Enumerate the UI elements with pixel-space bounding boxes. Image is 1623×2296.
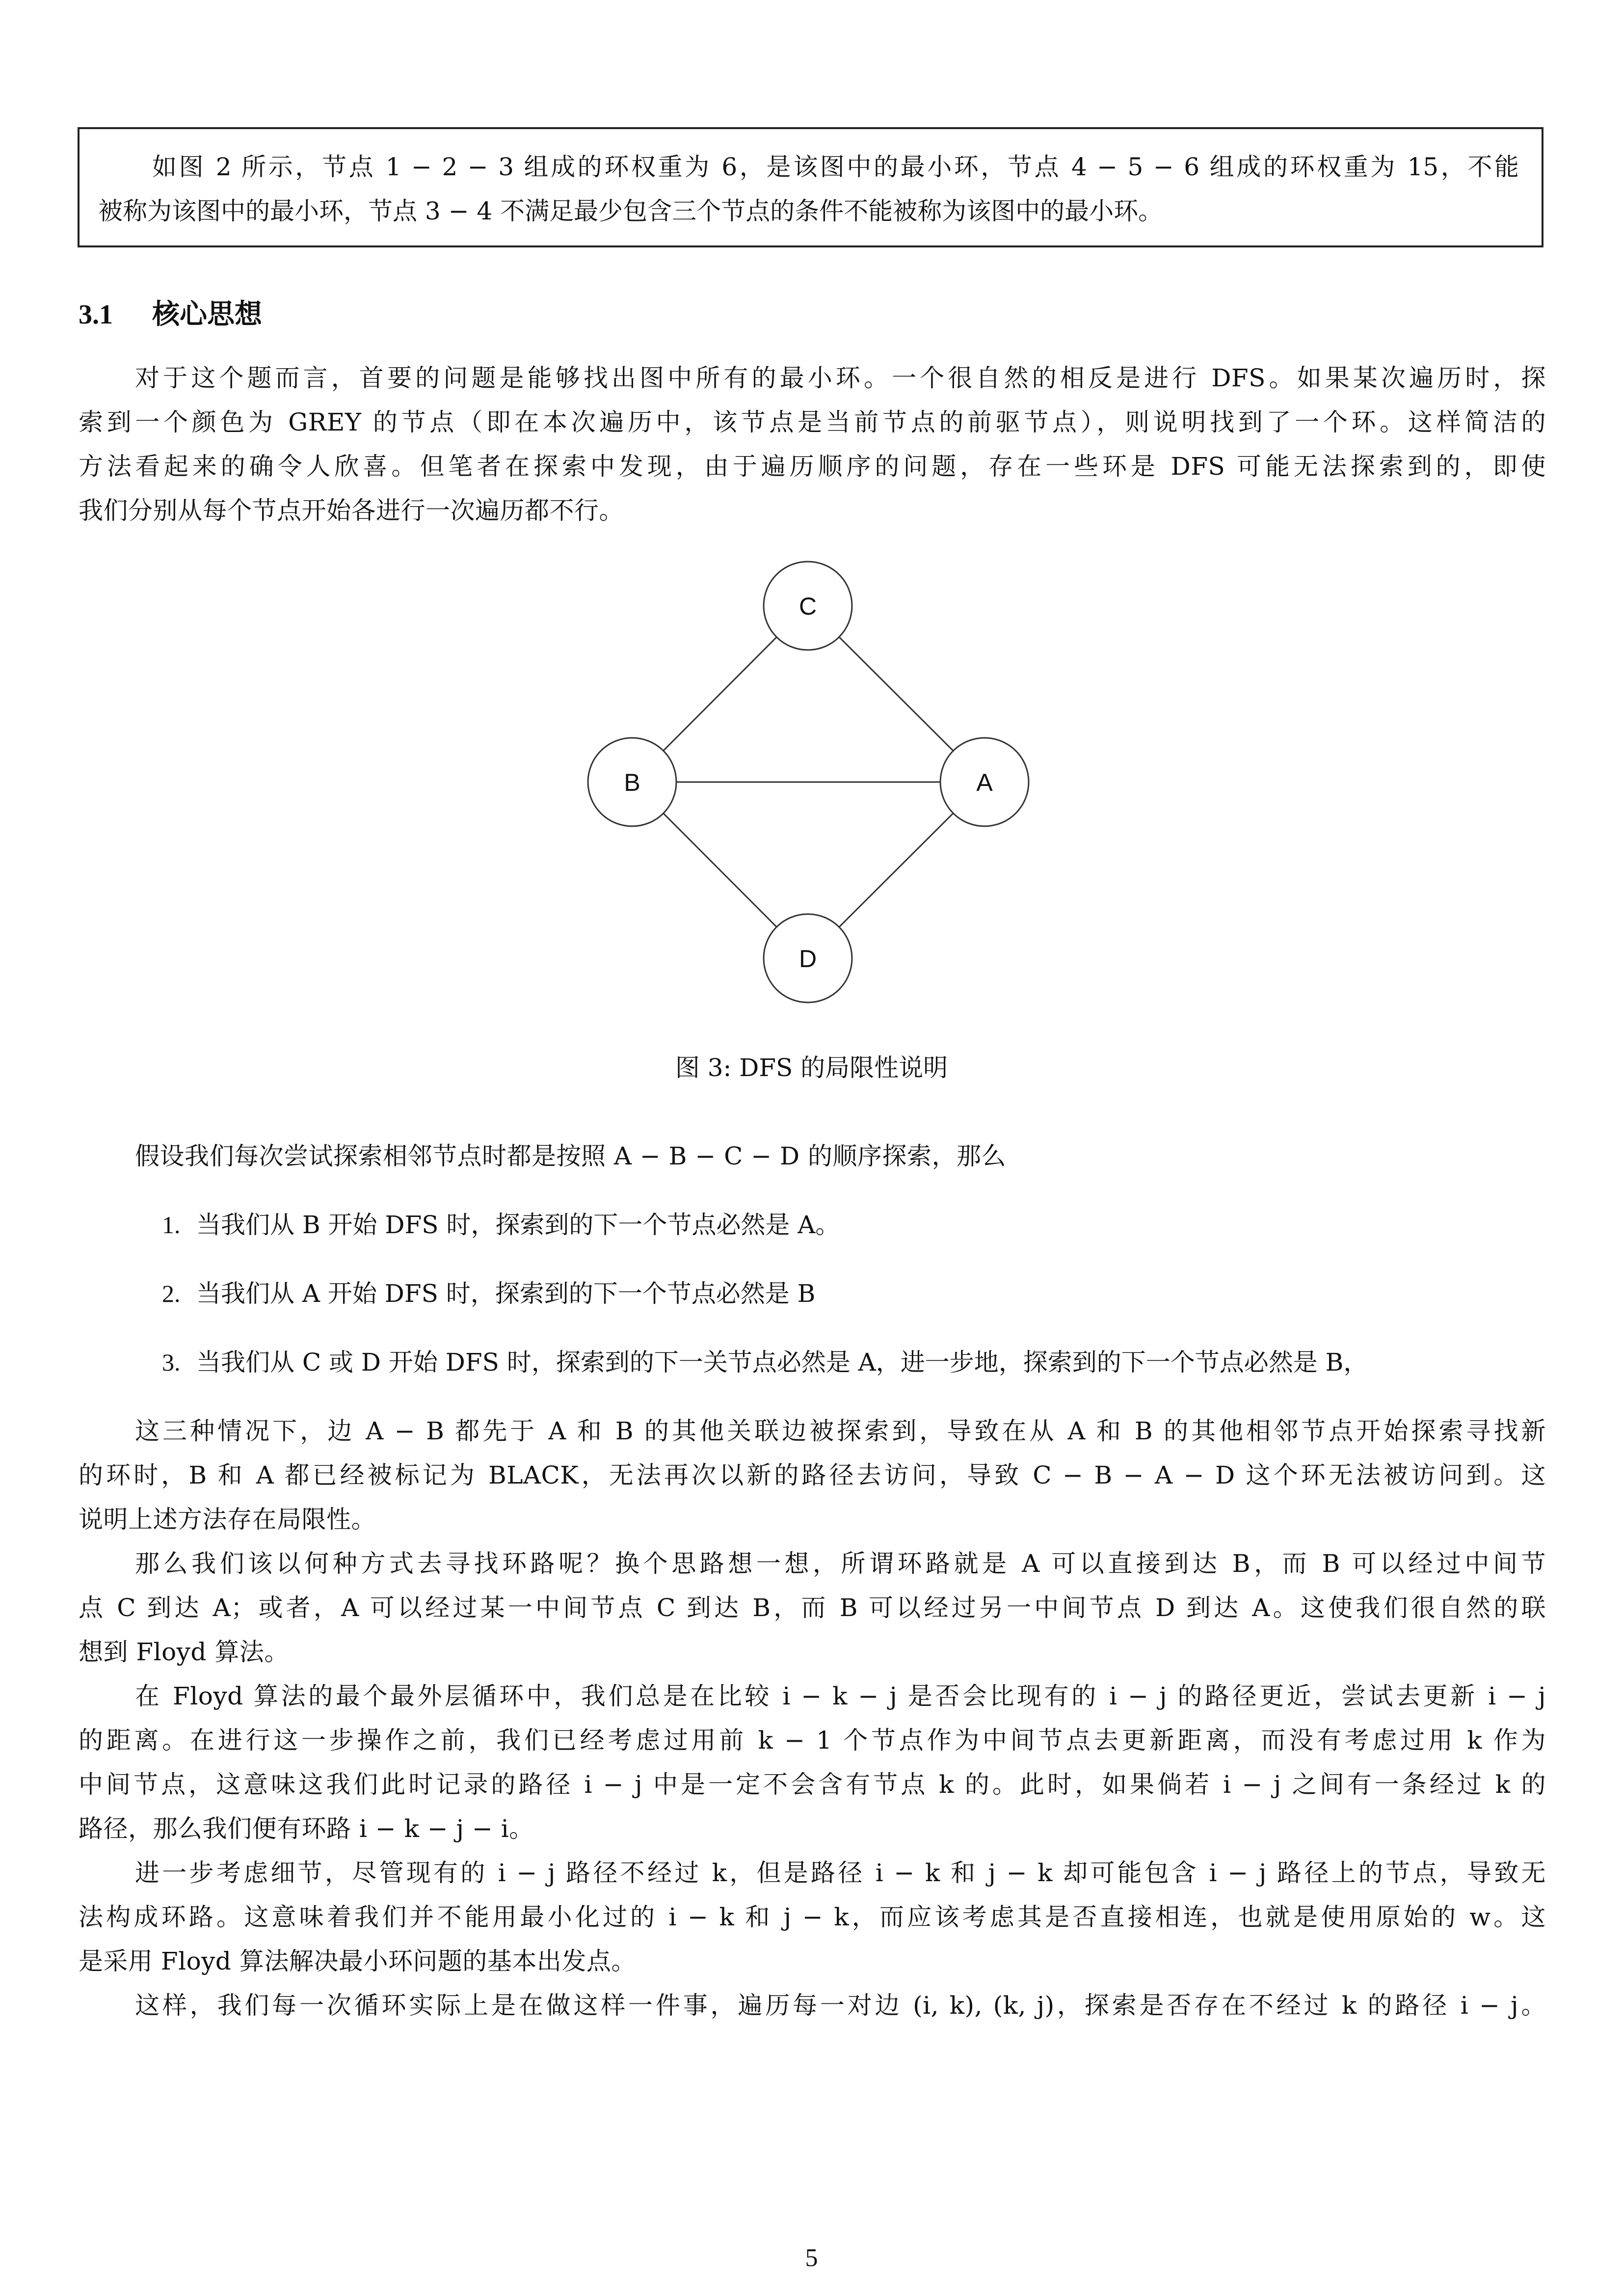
section-title: 核心思想	[152, 298, 262, 330]
paragraph-line: 说明上述方法存在局限性。	[79, 1505, 376, 1534]
paragraph-line: 我们分别从每个节点开始各进行一次遍历都不行。	[79, 496, 624, 525]
graph-edges	[664, 637, 954, 927]
graph-node-label: A	[976, 769, 993, 796]
graph-edge-c-b	[664, 637, 777, 751]
dfs-graph-figure	[0, 0, 1623, 1031]
paragraph-line: 点 C 到达 A；或者，A 可以经过某一中间节点 C 到达 B，而 B 可以经过另一中间节点 D 到达 A。这使我们很自然的联	[79, 1594, 1546, 1622]
list-item-text: 当我们从 B 开始 DFS 时，探索到的下一个节点必然是 A。	[196, 1211, 840, 1239]
graph-edge-b-d	[664, 813, 777, 927]
graph-node-a	[940, 738, 1029, 826]
paragraph-line: 在 Floyd 算法的最个最外层循环中，我们总是在比较 i − k − j 是否会比现有的 i − j 的路径更近，尝试去更新 i − j	[135, 1682, 1546, 1710]
paragraph-line: 中间节点，这意味这我们此时记录的路径 i − j 中是一定不会含有节点 k 的。此时，如果倘若 i − j 之间有一条经过 k 的	[79, 1770, 1546, 1799]
paragraph-line: 那么我们该以何种方式去寻找环路呢？换个思路想一想，所谓环路就是 A 可以直接到达 B，而 B 可以经过中间节	[135, 1549, 1546, 1578]
graph-node-label: B	[624, 769, 640, 796]
graph-node-label: C	[798, 593, 817, 620]
note-line: 被称为该图中的最小环，节点 3 − 4 不满足最少包含三个节点的条件不能被称为该图中的最小环。	[98, 197, 1163, 225]
paragraph-line: 想到 Floyd 算法。	[79, 1638, 289, 1666]
graph-node-c	[764, 562, 852, 650]
section-number: 3.1	[79, 299, 113, 330]
graph-edge-a-d	[839, 813, 954, 927]
list-item-number: 1.	[162, 1211, 181, 1239]
graph-edge-c-a	[839, 637, 954, 751]
list-item-text: 当我们从 C 或 D 开始 DFS 时，探索到的下一关节点必然是 A，进一步地，探索到的下一个节点必然是 B，	[196, 1348, 1368, 1377]
list-item-number: 2.	[162, 1280, 181, 1307]
paragraph-line: 方法看起来的确令人欣喜。但笔者在探索中发现，由于遍历顺序的问题，存在一些环是 DFS 可能无法探索到的，即使	[79, 452, 1546, 481]
paragraph-line: 索到一个颜色为 GREY 的节点（即在本次遍历中，该节点是当前节点的前驱节点），则说明找到了一个环。这样简洁的	[79, 408, 1546, 436]
paragraph-line: 进一步考虑细节，尽管现有的 i − j 路径不经过 k，但是路径 i − k 和 j − k 却可能包含 i − j 路径上的节点，导致无	[135, 1859, 1546, 1887]
paragraph-line: 是采用 Floyd 算法解决最小环问题的基本出发点。	[79, 1947, 636, 1975]
paragraph-line: 的环时，B 和 A 都已经被标记为 BLACK，无法再次以新的路径去访问，导致 C − B − A − D 这个环无法被访问到。这	[79, 1461, 1546, 1489]
paragraph-line: 的距离。在进行这一步操作之前，我们已经考虑过用前 k − 1 个节点作为中间节点去更新距离，而没有考虑过用 k 作为	[79, 1726, 1546, 1755]
note-line: 如图 2 所示，节点 1 − 2 − 3 组成的环权重为 6，是该图中的最小环，节点 4 − 5 − 6 组成的环权重为 15，不能	[152, 153, 1519, 181]
graph-node-d	[764, 914, 852, 1002]
list-item	[162, 1203, 840, 1247]
graph-node-b	[588, 738, 676, 826]
graph-node-label: D	[798, 945, 817, 972]
list-item	[162, 1340, 1368, 1384]
paragraph-line: 法构成环路。这意味着我们并不能用最小化过的 i − k 和 j − k，而应该考虑其是否直接相连，也就是使用原始的 w。这	[79, 1903, 1546, 1931]
intro-line: 假设我们每次尝试探索相邻节点时都是按照 A − B − C − D 的顺序探索，那么	[135, 1142, 1007, 1170]
paragraph-line: 对于这个题而言，首要的问题是能够找出图中所有的最小环。一个很自然的相反是进行 DFS。如果某次遍历时，探	[135, 364, 1546, 392]
page-number: 5	[805, 2244, 818, 2272]
list-item-number: 3.	[162, 1349, 181, 1376]
paragraph-line: 路径，那么我们便有环路 i − k − j − i。	[79, 1814, 534, 1843]
figure-caption: 图 3: DFS 的局限性说明	[675, 1053, 948, 1082]
paragraph-line: 这三种情况下，边 A − B 都先于 A 和 B 的其他关联边被探索到，导致在从 A 和 B 的其他相邻节点开始探索寻找新	[135, 1417, 1546, 1445]
list-item-text: 当我们从 A 开始 DFS 时，探索到的下一个节点必然是 B	[196, 1279, 816, 1308]
list-item	[162, 1271, 815, 1316]
paragraph-line: 这样，我们每一次循环实际上是在做这样一件事，遍历每一对边 (i, k), (k, j)，探索是否存在不经过 k 的路径 i − j。	[135, 1991, 1546, 2020]
